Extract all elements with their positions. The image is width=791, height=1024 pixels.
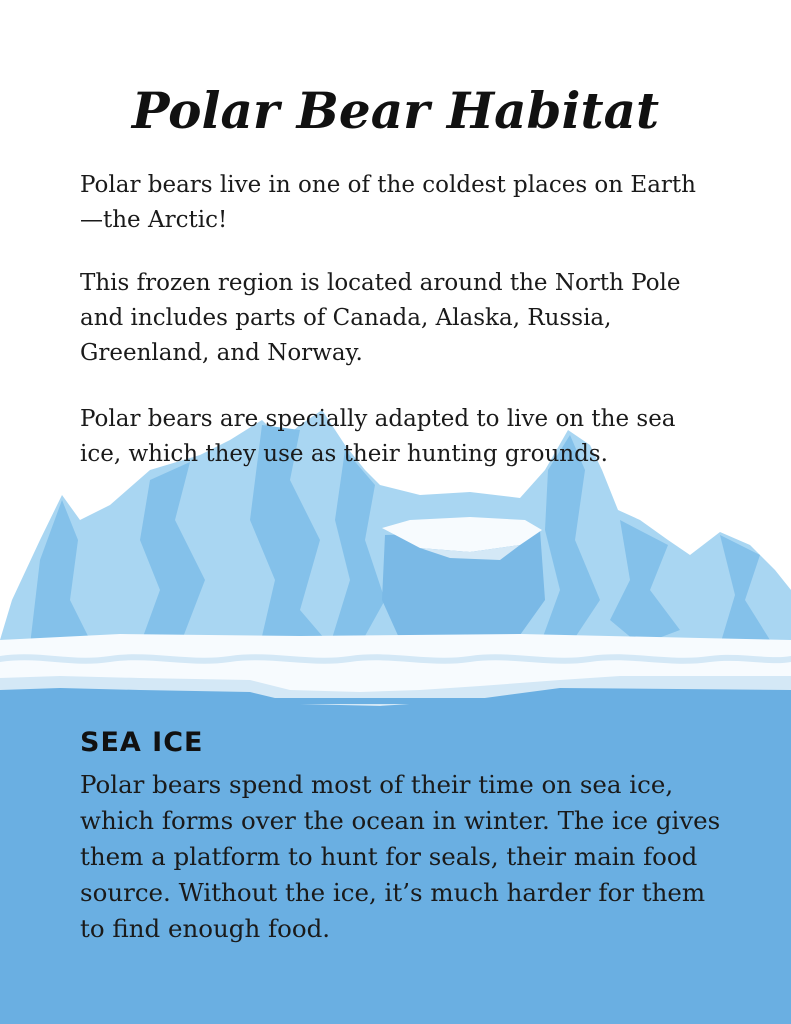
page-title: Polar Bear Habitat: [131, 81, 660, 140]
ocean-surface: [0, 698, 791, 704]
intro-paragraph: Polar bears are specially adapted to live on the sea ice, which they use as their hunting grounds.: [80, 406, 676, 467]
intro-paragraph: Polar bears live in one of the coldest places on Earth —the Arctic!: [80, 172, 696, 233]
sea-ice-paragraph: Polar bears spend most of their time on sea ice, which forms over the ocean in winter. The ice gives them a platform to hunt for seals, their main food source. Without the ice, it’s much harder for them to find enough food.: [80, 770, 721, 943]
intro-paragraph: This frozen region is located around the North Pole and includes parts of Canada, Alaska, Russia, Greenland, and Norway.: [80, 270, 681, 366]
section-heading-sea-ice: SEA ICE: [80, 727, 204, 758]
